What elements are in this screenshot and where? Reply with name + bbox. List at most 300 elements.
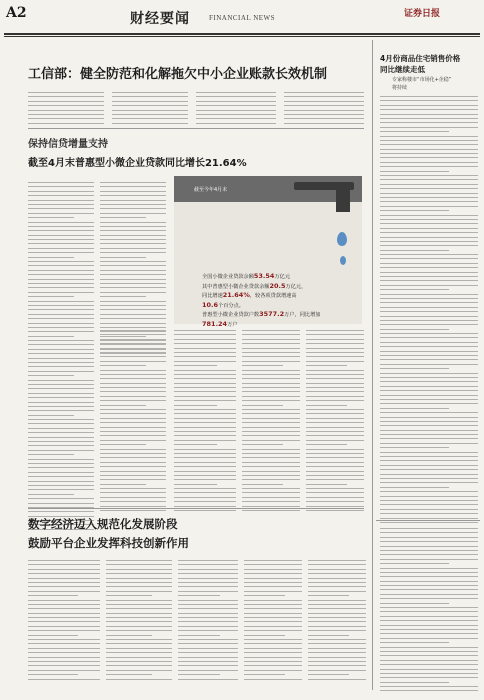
- text-line: [380, 603, 449, 604]
- text-line: [380, 496, 478, 497]
- text-line: [244, 608, 302, 609]
- text-line: [244, 674, 285, 675]
- text-line: [174, 471, 236, 472]
- text-line: [380, 585, 478, 586]
- text-line: [380, 554, 478, 555]
- stat-line: 781.24万户: [202, 319, 238, 328]
- text-line: [28, 661, 100, 662]
- text-line: [244, 661, 302, 662]
- text-line: [306, 422, 364, 423]
- text-line: [284, 123, 364, 124]
- text-line: [306, 435, 364, 436]
- text-line: [28, 467, 94, 468]
- text-line: [244, 621, 302, 622]
- text-line: [380, 434, 478, 435]
- text-line: [174, 396, 236, 397]
- text-line: [380, 655, 478, 656]
- article3-headline-line2: 鼓励平台企业发挥科技创新作用: [28, 536, 189, 550]
- text-line: [380, 351, 478, 352]
- text-line: [380, 272, 478, 273]
- text-line: [174, 365, 217, 366]
- text-line: [284, 101, 364, 102]
- text-line: [380, 682, 449, 683]
- text-line: [306, 462, 364, 463]
- text-line: [28, 428, 94, 429]
- text-line: [178, 578, 238, 579]
- text-line: [174, 330, 236, 331]
- text-line: [28, 336, 74, 337]
- text-line: [178, 621, 238, 622]
- text-line: [242, 435, 300, 436]
- text-line: [196, 110, 276, 111]
- text-line: [28, 296, 74, 297]
- text-line: [28, 331, 94, 332]
- text-line: [380, 522, 478, 523]
- text-line: [28, 388, 94, 389]
- text-line: [28, 472, 94, 473]
- text-line: [100, 239, 166, 240]
- text-line: [174, 444, 217, 445]
- text-line: [100, 444, 146, 445]
- text-line: [380, 660, 478, 661]
- text-line: [242, 405, 283, 406]
- text-line: [306, 510, 364, 511]
- sidebar-headline-line1: 4月份商品住宅销售价格: [380, 54, 461, 63]
- text-line: [242, 466, 300, 467]
- text-line: [380, 504, 478, 505]
- text-line: [100, 283, 166, 284]
- text-line: [28, 182, 94, 183]
- text-line: [28, 423, 94, 424]
- text-line: [380, 267, 478, 268]
- faucet-pipe-icon: [294, 182, 354, 190]
- divider: [28, 508, 364, 509]
- text-line: [306, 400, 364, 401]
- text-line: [284, 92, 364, 93]
- text-line: [100, 257, 146, 258]
- text-line: [380, 390, 478, 391]
- text-line: [106, 679, 172, 680]
- text-line: [380, 607, 478, 608]
- text-line: [306, 378, 364, 379]
- text-line: [28, 670, 100, 671]
- text-line: [306, 492, 364, 493]
- text-line: [100, 462, 166, 463]
- text-line: [100, 204, 166, 205]
- text-line: [380, 166, 478, 167]
- text-line: [380, 673, 478, 674]
- text-line: [306, 383, 364, 384]
- text-line: [28, 617, 100, 618]
- text-line: [380, 408, 449, 409]
- text-line: [242, 497, 300, 498]
- text-line: [242, 387, 300, 388]
- text-line: [106, 564, 172, 565]
- text-line: [306, 387, 364, 388]
- text-line: [100, 422, 166, 423]
- text-line: [242, 356, 300, 357]
- text-line: [178, 617, 238, 618]
- text-line: [100, 396, 166, 397]
- text-line: [106, 586, 172, 587]
- article3-body-col5: [308, 560, 366, 683]
- text-line: [306, 444, 347, 445]
- text-line: [100, 497, 166, 498]
- article3-body-col4: [244, 560, 302, 683]
- text-line: [28, 314, 94, 315]
- text-line: [380, 633, 478, 634]
- text-line: [174, 431, 236, 432]
- text-line: [28, 393, 94, 394]
- article1-headline: 工信部：健全防范和化解拖欠中小企业账款长效机制: [28, 67, 328, 82]
- text-line: [178, 586, 238, 587]
- text-line: [28, 441, 94, 442]
- text-line: [106, 595, 152, 596]
- text-line: [306, 361, 364, 362]
- text-line: [112, 123, 188, 124]
- text-line: [106, 600, 172, 601]
- loan-infographic: [174, 176, 362, 328]
- text-line: [100, 301, 166, 302]
- text-line: [380, 316, 478, 317]
- text-line: [308, 569, 366, 570]
- text-line: [306, 370, 364, 371]
- text-line: [100, 314, 166, 315]
- text-line: [106, 591, 172, 592]
- text-line: [28, 279, 94, 280]
- text-line: [306, 396, 364, 397]
- text-line: [306, 457, 364, 458]
- text-line: [380, 122, 478, 123]
- text-line: [178, 665, 238, 666]
- text-line: [380, 528, 478, 529]
- text-line: [174, 352, 236, 353]
- text-line: [106, 608, 172, 609]
- text-line: [306, 391, 364, 392]
- text-line: [100, 370, 166, 371]
- text-line: [100, 309, 166, 310]
- text-line: [106, 657, 172, 658]
- text-line: [100, 391, 166, 392]
- article1-body-col1: [28, 92, 104, 127]
- text-line: [196, 96, 276, 97]
- text-line: [244, 679, 302, 680]
- section-title-en: FINANCIAL NEWS: [209, 14, 276, 22]
- text-line: [308, 586, 366, 587]
- text-line: [380, 478, 478, 479]
- text-line: [28, 110, 104, 111]
- text-line: [174, 370, 236, 371]
- text-line: [106, 643, 172, 644]
- text-line: [28, 643, 100, 644]
- text-line: [178, 613, 238, 614]
- article1-body-col3: [196, 92, 276, 127]
- text-line: [174, 488, 236, 489]
- text-line: [380, 232, 478, 233]
- text-line: [100, 361, 166, 362]
- text-line: [100, 305, 166, 306]
- text-line: [28, 248, 94, 249]
- text-line: [100, 323, 166, 324]
- text-line: [28, 626, 100, 627]
- text-line: [308, 665, 366, 666]
- text-line: [178, 657, 238, 658]
- text-line: [174, 506, 236, 507]
- text-line: [244, 648, 302, 649]
- text-line: [242, 488, 300, 489]
- text-line: [380, 215, 478, 216]
- divider: [28, 128, 364, 129]
- text-line: [28, 305, 94, 306]
- text-line: [242, 453, 300, 454]
- text-line: [242, 383, 300, 384]
- text-line: [174, 405, 217, 406]
- text-line: [380, 109, 478, 110]
- article2-body-col3: [100, 330, 166, 514]
- text-line: [308, 560, 366, 561]
- text-line: [242, 391, 300, 392]
- text-line: [380, 474, 478, 475]
- infographic-stats: [202, 272, 322, 329]
- text-line: [284, 96, 364, 97]
- text-line: [244, 591, 302, 592]
- text-line: [306, 343, 364, 344]
- text-line: [28, 573, 100, 574]
- text-line: [242, 396, 300, 397]
- text-line: [28, 419, 94, 420]
- text-line: [306, 352, 364, 353]
- text-line: [28, 208, 94, 209]
- header-rule-thin: [4, 36, 480, 37]
- text-line: [100, 413, 166, 414]
- text-line: [100, 501, 166, 502]
- text-line: [196, 114, 276, 115]
- text-line: [28, 257, 74, 258]
- text-line: [306, 484, 347, 485]
- text-line: [174, 400, 236, 401]
- text-line: [306, 334, 364, 335]
- text-line: [306, 405, 347, 406]
- text-line: [306, 374, 364, 375]
- text-line: [244, 569, 302, 570]
- text-line: [380, 188, 478, 189]
- text-line: [174, 391, 236, 392]
- text-line: [242, 427, 300, 428]
- text-line: [28, 349, 94, 350]
- text-line: [380, 430, 478, 431]
- text-line: [242, 484, 283, 485]
- text-line: [380, 254, 478, 255]
- text-line: [100, 339, 166, 340]
- text-line: [100, 208, 166, 209]
- text-line: [28, 613, 100, 614]
- text-line: [100, 449, 166, 450]
- text-line: [380, 664, 478, 665]
- text-line: [380, 541, 478, 542]
- text-line: [306, 488, 364, 489]
- text-line: [306, 479, 364, 480]
- text-line: [380, 285, 478, 286]
- sidebar-body: [380, 96, 478, 526]
- text-line: [380, 307, 478, 308]
- text-line: [106, 639, 172, 640]
- text-line: [28, 270, 94, 271]
- text-line: [28, 366, 94, 367]
- text-line: [100, 453, 166, 454]
- text-line: [380, 469, 478, 470]
- text-line: [106, 617, 172, 618]
- text-line: [380, 219, 478, 220]
- text-line: [308, 657, 366, 658]
- sidebar-divider: [372, 40, 373, 690]
- text-line: [380, 589, 478, 590]
- text-line: [106, 670, 172, 671]
- text-line: [244, 578, 302, 579]
- text-line: [380, 241, 478, 242]
- text-line: [178, 679, 238, 680]
- text-line: [100, 270, 166, 271]
- text-line: [106, 661, 172, 662]
- text-line: [28, 213, 94, 214]
- text-line: [28, 371, 94, 372]
- text-line: [28, 186, 94, 187]
- text-line: [112, 105, 188, 106]
- text-line: [380, 487, 449, 488]
- text-line: [174, 510, 236, 511]
- text-line: [380, 563, 449, 564]
- text-line: [308, 652, 366, 653]
- text-line: [380, 136, 478, 137]
- text-line: [380, 417, 478, 418]
- text-line: [242, 457, 300, 458]
- text-line: [242, 378, 300, 379]
- text-line: [380, 184, 478, 185]
- text-line: [174, 422, 236, 423]
- text-line: [100, 479, 166, 480]
- text-line: [178, 582, 238, 583]
- text-line: [100, 348, 166, 349]
- text-line: [106, 665, 172, 666]
- text-line: [380, 302, 478, 303]
- paper-name: 证券日报: [404, 9, 441, 19]
- text-line: [284, 110, 364, 111]
- text-line: [178, 608, 238, 609]
- text-line: [174, 427, 236, 428]
- text-line: [28, 665, 100, 666]
- text-line: [380, 355, 478, 356]
- text-line: [28, 463, 94, 464]
- text-line: [100, 226, 166, 227]
- text-line: [174, 462, 236, 463]
- stat-line: 全国小微企业贷款余额53.54万亿元: [202, 272, 291, 280]
- text-line: [100, 252, 166, 253]
- text-line: [380, 509, 478, 510]
- text-line: [100, 387, 166, 388]
- text-line: [28, 489, 94, 490]
- text-line: [308, 582, 366, 583]
- text-line: [28, 261, 94, 262]
- text-line: [242, 370, 300, 371]
- text-line: [174, 449, 236, 450]
- text-line: [28, 503, 94, 504]
- text-line: [244, 626, 302, 627]
- text-line: [242, 330, 300, 331]
- text-line: [284, 105, 364, 106]
- text-line: [100, 435, 166, 436]
- text-line: [380, 298, 478, 299]
- text-line: [380, 342, 478, 343]
- text-line: [308, 604, 366, 605]
- text-line: [308, 670, 366, 671]
- text-line: [380, 669, 478, 670]
- text-line: [306, 471, 364, 472]
- text-line: [28, 235, 94, 236]
- text-line: [106, 621, 172, 622]
- text-line: [100, 191, 166, 192]
- text-line: [28, 252, 94, 253]
- text-line: [106, 569, 172, 570]
- text-line: [28, 591, 100, 592]
- article1-body-col2: [112, 92, 188, 127]
- text-line: [100, 440, 166, 441]
- header-rule: [4, 33, 480, 35]
- text-line: [306, 330, 364, 331]
- text-line: [106, 604, 172, 605]
- text-line: [306, 356, 364, 357]
- text-line: [100, 248, 166, 249]
- text-line: [178, 674, 220, 675]
- text-line: [380, 559, 478, 560]
- text-line: [380, 276, 478, 277]
- text-line: [28, 114, 104, 115]
- text-line: [380, 620, 478, 621]
- text-line: [196, 101, 276, 102]
- text-line: [380, 96, 478, 97]
- text-line: [100, 287, 166, 288]
- text-line: [380, 153, 478, 154]
- text-line: [380, 118, 478, 119]
- text-line: [28, 226, 94, 227]
- text-line: [174, 378, 236, 379]
- text-line: [28, 582, 100, 583]
- text-line: [178, 564, 238, 565]
- text-line: [28, 375, 74, 376]
- text-line: [28, 494, 74, 495]
- text-line: [380, 157, 478, 158]
- text-line: [380, 206, 478, 207]
- text-line: [380, 491, 478, 492]
- text-line: [380, 638, 478, 639]
- text-line: [100, 261, 166, 262]
- text-line: [178, 591, 238, 592]
- stat-line: 10.6个百分点。: [202, 300, 244, 309]
- text-line: [196, 118, 276, 119]
- text-line: [380, 581, 478, 582]
- text-line: [380, 546, 478, 547]
- text-line: [196, 123, 276, 124]
- text-line: [244, 586, 302, 587]
- text-line: [242, 343, 300, 344]
- text-line: [174, 479, 236, 480]
- text-line: [100, 274, 166, 275]
- text-line: [306, 475, 364, 476]
- text-line: [308, 595, 349, 596]
- text-line: [244, 600, 302, 601]
- text-line: [306, 466, 364, 467]
- text-line: [28, 204, 94, 205]
- text-line: [380, 100, 478, 101]
- text-line: [106, 630, 172, 631]
